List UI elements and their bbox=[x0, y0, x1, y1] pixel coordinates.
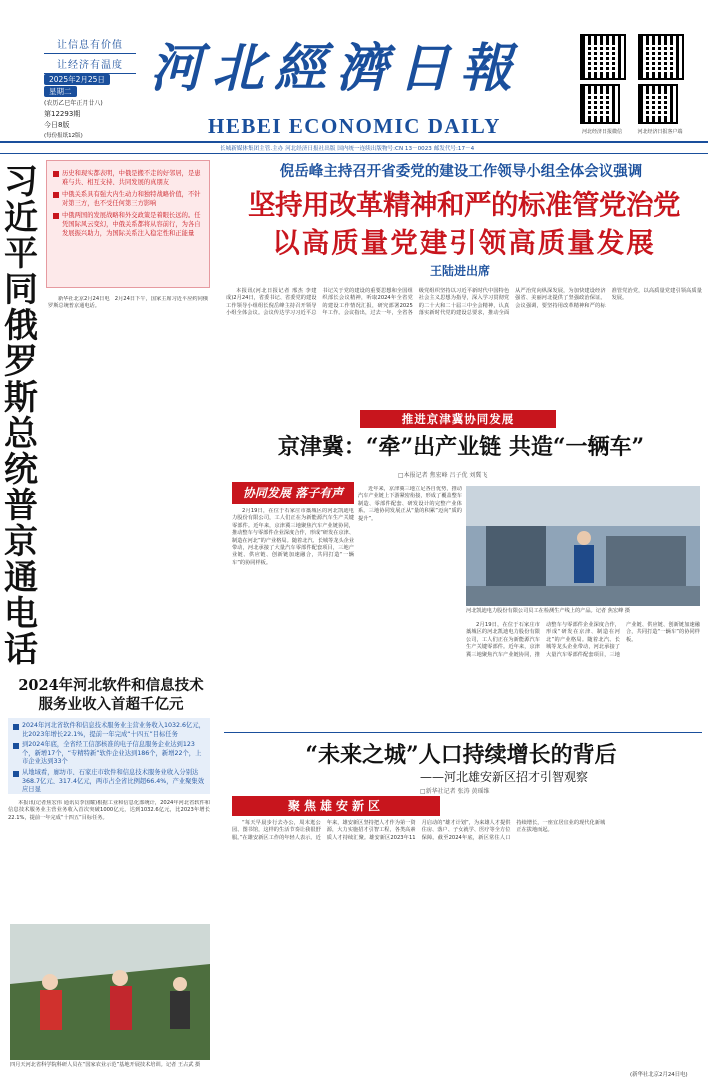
publisher-line: 长城新媒体集团主管.主办 河北经济日报社出版 国内统一连续出版物号:CN 13－0023 邮发代号:17－4 bbox=[220, 146, 475, 152]
jjj-article-text: 2月19日，在位于石家庄市藁城区的河北凯迪电力股份有限公司，工人们正在为新能源汽车生产关键零部件。近年来，京津冀三地聚焦汽车产业链协同，推动整车与零部件企业深度合作，形成“研发在京津、制造在河北”的产业格局。随着北汽、长城等龙头企业带动，河北承接了大量汽车零部件配套项目，三地产业链、供应链、创新链加速融合，共同打造“一辆车”的协同样板。 bbox=[466, 622, 700, 658]
qr-code-icon bbox=[580, 34, 626, 80]
jjj-photo-caption: 河北凯迪电力股份有限公司员工在检测生产线上的产品。记者 焦宏峰 摄 bbox=[466, 608, 631, 614]
paper-count: (每份报纸12版) bbox=[44, 133, 83, 139]
highlight-item: 中俄关系具有强大内生动力和独特战略价值，不针对第三方，也不受任何第三方影响 bbox=[53, 190, 203, 208]
qr-caption-1: 河北经济日报微信 bbox=[581, 129, 622, 135]
jjj-body-1: 2月19日，在位于石家庄市藁城区的河北凯迪电力股份有限公司，工人们正在为新能源汽车生产关键零部件。近年来，京津冀三地聚焦汽车产业链协同，推动整车与零部件企业深度合作，形成“研发在京津、制造在河北”的产业格局。随着北汽、长城等龙头企业带动，河北承接了大量汽车零部件配套项目，三地产业链、供应链、创新链加速融合，共同打造“一辆车”的协同样板。 bbox=[232, 508, 354, 566]
software-highlights bbox=[8, 718, 210, 794]
highlights-box bbox=[46, 160, 210, 288]
lead-kicker: 倪岳峰主持召开省委党的建设工作领导小组全体会议强调 bbox=[279, 163, 643, 180]
masthead-rule bbox=[0, 141, 708, 143]
highlight-item: 中俄两国的发展战略和外交政策是着眼长远的。任凭国际风云变幻，中俄关系都将从容前行，为各自发展振兴助力，为国际关系注入稳定性和正能量 bbox=[53, 211, 203, 238]
section-divider bbox=[224, 732, 702, 733]
lead-byline: 王陆进出席 bbox=[430, 264, 491, 278]
weekday: 星期二 bbox=[44, 86, 77, 97]
lead-body bbox=[226, 288, 702, 404]
xiongan-subhead: ——河北雄安新区招才引智观察 bbox=[420, 770, 589, 784]
software-article: 本报讯(记者焦宏伟 通讯员李国耀)根据工业和信息化部统计，2024年河北省软件和信息技术服务业主营业务收入首次突破1000亿元，达到1032.6亿元，比2023年增长22.1%，提前一年完成“十四五”目标任务。 bbox=[8, 800, 210, 821]
qr-code-4 bbox=[638, 84, 678, 124]
factory-photo bbox=[466, 486, 700, 606]
issue-date: 2025年2月25日 bbox=[44, 74, 110, 85]
xiongan-section-label: 聚焦雄安新区 bbox=[232, 796, 440, 816]
slogan-2: 让经济有温度 bbox=[44, 54, 136, 74]
date-block bbox=[44, 74, 140, 142]
slogan-box bbox=[44, 34, 136, 74]
xiongan-body bbox=[232, 820, 700, 1060]
slogan-1: 让信息有价值 bbox=[44, 34, 136, 54]
issue-number: 第12293期 bbox=[44, 110, 81, 118]
left-vertical-headline: 习近平同俄罗斯总统普京通电话 bbox=[4, 162, 38, 670]
highlight-item: 历史和现实都表明，中俄是搬不走的好邻居，是患难与共、相互支持、共同发展的真朋友 bbox=[53, 169, 203, 187]
qr-code-icon bbox=[638, 34, 684, 80]
jjj-photo bbox=[466, 486, 700, 606]
xiongan-footer: (新华社北京2月24日电) bbox=[630, 1072, 688, 1078]
greenhouse-photo bbox=[10, 924, 210, 1060]
qr-code-app bbox=[638, 34, 684, 80]
putin-call-article: 新华社北京2月24日电 2月24日下午，国家主席习近平应约同俄罗斯总统普京通电话。 bbox=[48, 296, 208, 310]
lead-article-text: 本报讯(河北日报记者 邢杰 李建成)2月24日，省委书记、省委党的建设工作领导小组组长倪岳峰主持召开领导小组全体会议。会议传达学习习近平总书记关于党的建设的重要思想和全国组织部长会议精神，听取2024年全省党的建设工作情况汇报，研究部署2025年工作。会议指出，过去一年，全省各级党组织坚持以习近平新时代中国特色社会主义思想为指导，深入学习贯彻党的二十大和二十届三中全会精神，认真落实新时代党的建设总要求，推动全面从严治党向纵深发展，为加快建设经济强省、美丽河北提供了坚强政治保证。会议强调，要坚持用改革精神和严的标准管党治党，以高质量党建引领高质量发展。 bbox=[226, 288, 702, 317]
software-highlight-item: 2024年河北省软件和信息技术服务业主营业务收入1032.6亿元，比2023年增长22.1%，提前一年完成“十四五”目标任务 bbox=[13, 722, 205, 739]
qr-code-wechat bbox=[580, 34, 626, 80]
left-photo-caption: 四月天河北省科学院科研人员在“国家农业示范”基地开展技术培训。记者 王占武 摄 bbox=[10, 1062, 201, 1068]
page-count: 今日8版 bbox=[44, 121, 70, 129]
lead-headline-2: 以高质量党建引领高质量发展 bbox=[272, 227, 656, 259]
qr-code-3 bbox=[580, 84, 620, 124]
publisher-rule bbox=[0, 153, 708, 154]
software-highlight-item: 到2024年底，全省经工信部核准的电子信息服务企业达到123个，新增17个，“专精特新”软件企业达到186个，新增22个，上市企业达到33个 bbox=[13, 741, 205, 767]
xiongan-byline: □新华社记者 张涛 黄瑶维 bbox=[420, 788, 490, 795]
qr-code-icon bbox=[580, 84, 620, 124]
jjj-byline: □本报记者 焦宏峰 吕子优 刘冀飞 bbox=[398, 472, 488, 479]
lead-headline-1: 坚持用改革精神和严的标准管党治党 bbox=[248, 189, 680, 221]
software-highlight-item: 从地域看，廊坊市、石家庄市软件和信息技术服务业收入分别达368.7亿元、317.4亿元，两市占全省比例超66.4%，产业聚集效应日显 bbox=[13, 769, 205, 795]
left-photo bbox=[10, 924, 210, 1060]
masthead-title-en: HEBEI ECONOMIC DAILY bbox=[208, 114, 501, 138]
qr-caption-2: 河北经济日报客户端 bbox=[637, 129, 683, 135]
jjj-logo: 协同发展 落子有声 bbox=[232, 482, 354, 504]
xiongan-headline: “未来之城”人口持续增长的背后 bbox=[305, 742, 617, 768]
jjj-body-3 bbox=[466, 622, 700, 726]
qr-code-icon bbox=[638, 84, 678, 124]
xiongan-article-text: “每天早晨步行去办公，周末逛公园、图书馆，这样的生活节奏让我很舒服。”在雄安新区工作的年轻人表示。近年来，雄安新区坚持把人才作为第一资源，大力实施招才引智工程，各类高素质人才持续汇聚。雄安新区2023年11月启动的“雄才计划”，为来雄人才提供住房、落户、子女就学、医疗等全方位保障。截至2024年底，新区常住人口持续增长，一座宜居宜业的现代化新城正在拔地而起。 bbox=[232, 820, 606, 841]
jjj-body-2: 近年来，京津冀三地立足各自优势，推动汽车产业链上下游紧密衔接，形成了覆盖整车制造、零部件配套、研发设计的完整产业体系。三地协同发展正从“量的积累”迈向“质的提升”。 bbox=[358, 486, 462, 522]
jjj-section-label: 推进京津冀协同发展 bbox=[360, 410, 556, 428]
masthead-title: 河北經濟日報 bbox=[150, 38, 523, 99]
jjj-headline: 京津冀：“牵”出产业链 共造“一辆车” bbox=[277, 434, 645, 460]
software-headline: 2024年河北软件和信息技术服务业收入首超千亿元 bbox=[18, 677, 204, 713]
lunar-date: (农历乙巳年正月廿八) bbox=[44, 100, 103, 107]
